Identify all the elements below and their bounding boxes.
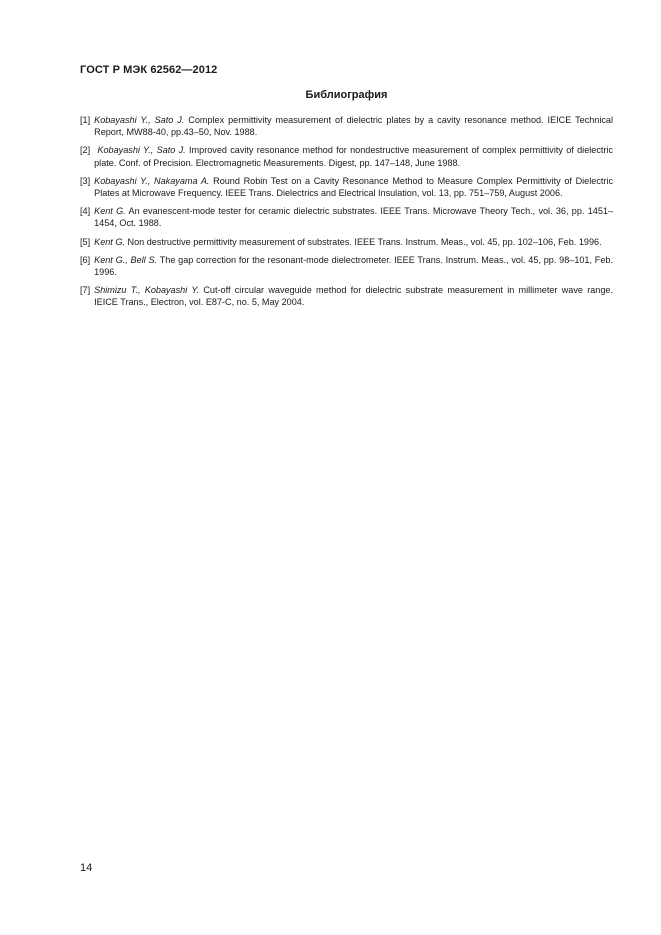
bibliography-entry bbox=[80, 284, 613, 308]
entry-number: [1] bbox=[80, 115, 91, 125]
entry-authors: Kent G. bbox=[94, 236, 125, 247]
entry-authors: Kobayashi Y., Sato J. bbox=[94, 115, 185, 125]
document-code: ГОСТ Р МЭК 62562—2012 bbox=[80, 64, 218, 76]
entry-number: [6] bbox=[80, 254, 91, 265]
entry-text bbox=[94, 205, 613, 229]
entry-number: [4] bbox=[80, 206, 91, 217]
entry-text bbox=[94, 114, 613, 138]
entry-text bbox=[94, 284, 613, 308]
entry-body: Cut-off circular waveguide method for dielectric substrate measurement in millimeter wave range. IEICE Trans., Electron, vol. E87-C, no. 5, May 2004. bbox=[94, 285, 613, 308]
entry-body: Round Robin Test on a Cavity Resonance Method to Measure Complex Permittivity of Dielectric Plates at Microwave Frequency. IEEE Trans. Dielectrics and Electrical Insulation, vol. 13, pp. 751–759, August 2006. bbox=[94, 175, 613, 199]
entry-authors: Kent G., Bell S. bbox=[94, 254, 158, 265]
bibliography-entry bbox=[80, 175, 613, 199]
entry-body: Complex permittivity measurement of dielectric plates by a cavity resonance method. IEICE Technical Report, MW88-40, pp.43–50, Nov. 1988. bbox=[94, 115, 613, 138]
entry-body: Non destructive permittivity measurement of substrates. IEEE Trans. Instrum. Meas., vol. 45, pp. 102–106, Feb. 1996. bbox=[127, 236, 602, 247]
entry-text bbox=[94, 236, 613, 248]
entry-number: [7] bbox=[80, 285, 91, 296]
bibliography-entry bbox=[80, 205, 613, 229]
entry-authors: Shimizu T., Kobayashi Y. bbox=[94, 285, 200, 296]
entry-body: An evanescent-mode tester for ceramic dielectric substrates. IEEE Trans. Microwave Theory Tech., vol. 36, pp. 1451–1454, Oct. 1988. bbox=[94, 206, 614, 229]
bibliography-entry bbox=[80, 236, 613, 248]
entry-authors: Kobayashi Y., Sato J. bbox=[97, 145, 186, 156]
bibliography-entry bbox=[80, 254, 613, 278]
entry-number: [2] bbox=[80, 145, 91, 156]
bibliography-entry bbox=[80, 144, 613, 168]
bibliography-entry bbox=[80, 114, 613, 138]
entry-text bbox=[94, 144, 613, 168]
entry-body: Improved cavity resonance method for nondestructive measurement of complex permittivity of dielectric plate. Conf. of Precision. Electromagnetic Measurements. Digest, pp. 147–148, June 1988. bbox=[94, 145, 614, 168]
entry-text bbox=[94, 175, 613, 199]
entry-number: [3] bbox=[80, 175, 91, 186]
bibliography-list bbox=[80, 114, 613, 315]
entry-body: The gap correction for the resonant-mode dielectrometer. IEEE Trans. Instrum. Meas., vol. 45, pp. 98–101, Feb. 1996. bbox=[94, 254, 613, 278]
entry-authors: Kobayashi Y., Nakayama A. bbox=[94, 175, 210, 186]
page-number: 14 bbox=[80, 862, 93, 874]
entry-text bbox=[94, 254, 613, 278]
entry-authors: Kent G. bbox=[94, 206, 126, 217]
bibliography-title: Библиография bbox=[305, 89, 388, 101]
entry-number: [5] bbox=[80, 236, 91, 247]
